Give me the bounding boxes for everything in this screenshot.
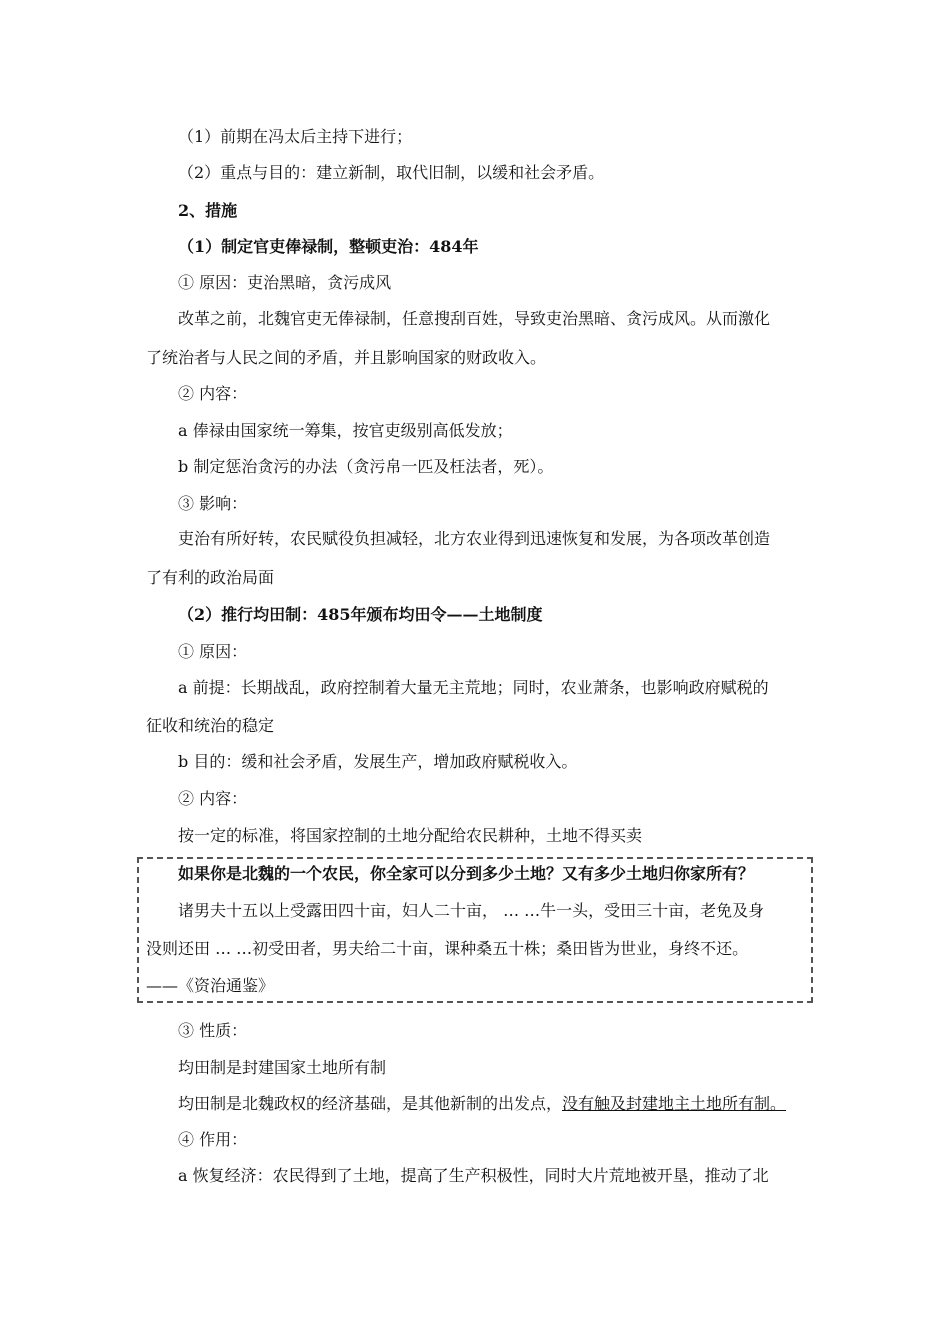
text-line: 改革之前，北魏官吏无俸禄制，任意搜刮百姓，导致吏治黑暗、贪污成风。从而激化 bbox=[178, 309, 771, 328]
text-line: a 恢复经济：农民得到了土地，提高了生产积极性，同时大片荒地被开垦，推动了北 bbox=[178, 1166, 769, 1185]
text-line: ① 原因：吏治黑暗，贪污成风 bbox=[178, 273, 392, 292]
text-line: ③ 影响： bbox=[178, 494, 248, 513]
text-line: ③ 性质： bbox=[178, 1021, 248, 1040]
subsection-heading: （2）推行均田制：485年颁布均田令——土地制度 bbox=[178, 605, 543, 624]
box-source: ——《资治通鉴》 bbox=[146, 976, 275, 995]
text-line: （2）重点与目的：建立新制，取代旧制，以缓和社会矛盾。 bbox=[178, 163, 605, 182]
text-line: ② 内容： bbox=[178, 384, 248, 403]
text-line: b 制定惩治贪污的办法（贪污帛一匹及枉法者，死）。 bbox=[178, 457, 554, 476]
text-line: 了统治者与人民之间的矛盾，并且影响国家的财政收入。 bbox=[146, 348, 547, 367]
text-line: ④ 作用： bbox=[178, 1130, 248, 1149]
text-line: 均田制是封建国家土地所有制 bbox=[178, 1058, 387, 1077]
text-line: a 前提：长期战乱，政府控制着大量无主荒地；同时，农业萧条，也影响政府赋税的 bbox=[178, 678, 769, 697]
section-heading: 2、措施 bbox=[178, 201, 238, 220]
text-line: ② 内容： bbox=[178, 789, 248, 808]
text-segment: 均田制是北魏政权的经济基础，是其他新制的出发点， bbox=[178, 1094, 563, 1113]
text-line: （1）前期在冯太后主持下进行； bbox=[178, 127, 413, 146]
text-line: ① 原因： bbox=[178, 642, 248, 661]
text-line: a 俸禄由国家统一筹集，按官吏级别高低发放； bbox=[178, 421, 513, 440]
box-quote-line: 没则还田 … …初受田者，男夫给二十亩，课种桑五十株；桑田皆为世业，身终不还。 bbox=[146, 939, 749, 958]
text-line: 了有利的政治局面 bbox=[146, 568, 275, 587]
box-question: 如果你是北魏的一个农民，你全家可以分到多少土地？又有多少土地归你家所有？ bbox=[178, 864, 755, 883]
underlined-text: 没有触及封建地主土地所有制。 bbox=[562, 1094, 787, 1113]
text-line: 吏治有所好转，农民赋役负担减轻，北方农业得到迅速恢复和发展，为各项改革创造 bbox=[178, 529, 771, 548]
text-line bbox=[178, 1094, 786, 1114]
text-line: b 目的：缓和社会矛盾，发展生产，增加政府赋税收入。 bbox=[178, 752, 578, 771]
text-line: 按一定的标准，将国家控制的土地分配给农民耕种，土地不得买卖 bbox=[178, 826, 643, 845]
text-line: 征收和统治的稳定 bbox=[146, 716, 275, 735]
box-quote-line: 诸男夫十五以上受露田四十亩，妇人二十亩， … …牛一头，受田三十亩，老免及身 bbox=[178, 901, 765, 920]
subsection-heading: （1）制定官吏俸禄制，整顿吏治：484年 bbox=[178, 237, 479, 256]
